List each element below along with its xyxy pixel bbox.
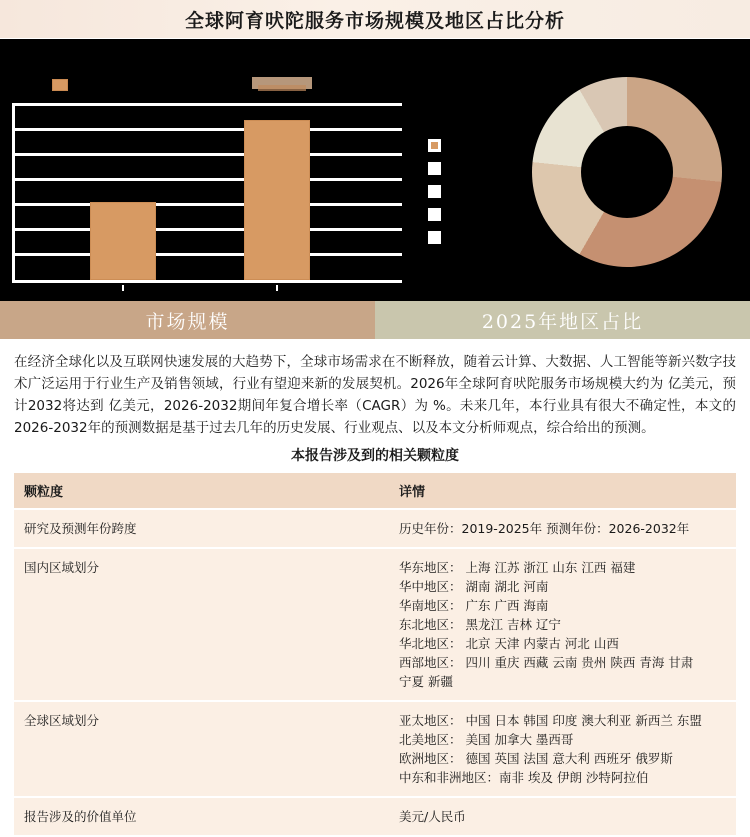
table-header-detail: 详情 [389,473,736,509]
detail-line: 美元/人民币 [399,809,466,824]
legend-swatch-icon [428,208,441,221]
bar-chart-plot [12,103,402,283]
x-tick [276,285,278,291]
gridline [12,253,402,256]
legend-swatch-icon [428,139,441,152]
page-title: 全球阿育吠陀服务市场规模及地区占比分析 [184,9,565,32]
table-row [14,797,736,836]
donut-ring [532,77,722,267]
detail-line: 东北地区： 黑龙江 吉林 辽宁 [399,617,561,632]
section-title-bars [0,301,750,339]
gridline [12,153,402,156]
row-name: 研究及预测年份跨度 [14,509,389,548]
detail-line: 宁夏 新疆 [399,674,453,689]
detail-line: 亚太地区： 中国 日本 韩国 印度 澳大利亚 新西兰 东盟 [399,713,702,728]
table-header-row [14,473,736,509]
row-detail [389,797,736,836]
x-axis [12,280,402,283]
row-detail [389,548,736,701]
detail-line: 华南地区： 广东 广西 海南 [399,598,549,613]
legend-swatch-icon [52,79,68,91]
section-title-region-share: 2025年地区占比 [375,301,750,339]
detail-line: 中东和非洲地区：南非 埃及 伊朗 沙特阿拉伯 [399,770,649,785]
gridline [12,203,402,206]
table-row [14,509,736,548]
x-tick [122,285,124,291]
table-row [14,701,736,797]
table-row [14,548,736,701]
legend-swatch-icon [428,231,441,244]
granularity-table [14,473,736,837]
gridline [12,103,402,106]
pie-chart [420,39,750,301]
row-name: 全球区域划分 [14,701,389,797]
detail-line: 华东地区： 上海 江苏 浙江 山东 江西 福建 [399,560,636,575]
legend-swatch-icon [428,162,441,175]
bar-chart [0,39,420,301]
detail-line: 历史年份：2019-2025年 预测年份：2026-2032年 [399,521,690,536]
gridline [12,228,402,231]
row-detail [389,701,736,797]
row-name: 国内区域划分 [14,548,389,701]
gridline [12,178,402,181]
bar [90,202,156,280]
detail-line: 西部地区： 四川 重庆 西藏 云南 贵州 陕西 青海 甘肃 [399,655,694,670]
detail-line: 北美地区： 美国 加拿大 墨西哥 [399,732,574,747]
section-title-market-size: 市场规模 [0,301,375,339]
detail-line: 华北地区： 北京 天津 内蒙古 河北 山西 [399,636,619,651]
bar-chart-legend [0,67,420,97]
donut-chart [532,77,722,267]
charts-band [0,39,750,301]
detail-line: 华中地区： 湖南 湖北 河南 [399,579,549,594]
bar [244,120,310,280]
legend-label-blur-secondary [258,85,306,91]
row-detail [389,509,736,548]
row-name: 报告涉及的价值单位 [14,797,389,836]
granularity-subtitle: 本报告涉及到的相关颗粒度 [291,448,459,464]
page-header [0,0,750,39]
pie-chart-legend [428,139,458,254]
detail-line: 欧洲地区： 德国 英国 法国 意大利 西班牙 俄罗斯 [399,751,673,766]
gridline [12,128,402,131]
legend-swatch-icon [428,185,441,198]
intro-paragraph: 在经济全球化以及互联网快速发展的大趋势下，全球市场需求在不断释放，随着云计算、大数据、人工智能等新兴数字技术广泛运用于行业生产及销售领域，行业有望迎来新的发展契机。2026年全球阿育吠陀服务市场规模大约为 亿美元，预计2032将达到 亿美元，2026-2032期间年复合增长率（CAGR）为 %。未来几年，本行业具有很大不确定性，本文的2026-2032年的预测数据是基于过去几年的历史发展、行业观点、以及本文分析师观点，综合给出的预测。 [14,354,736,436]
table-header-granularity: 颗粒度 [14,473,389,509]
